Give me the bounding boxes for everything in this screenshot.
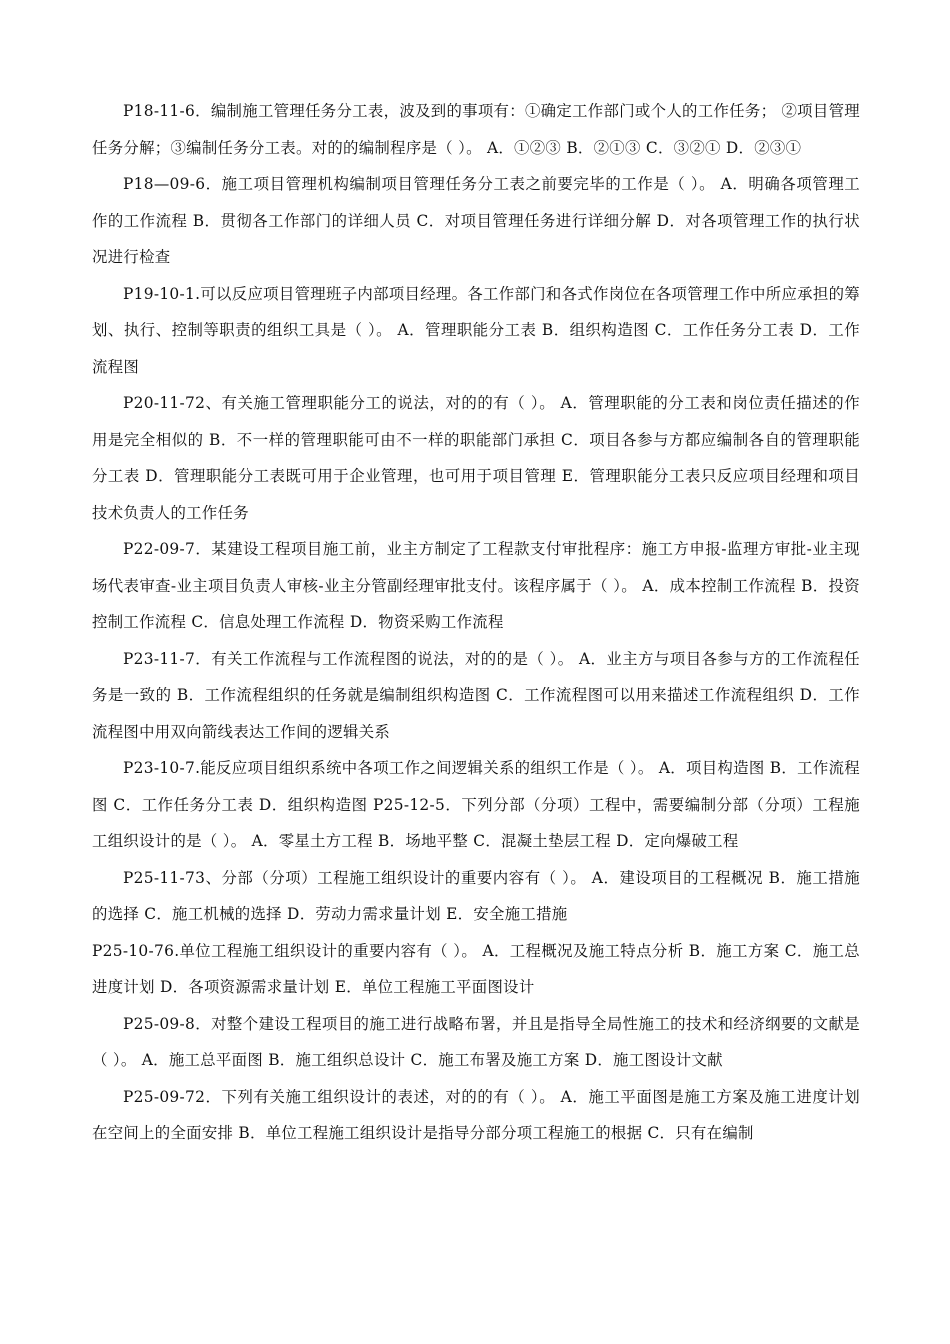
question-p18-11-6: P18-11-6．编制施工管理任务分工表，波及到的事项有：①确定工作部门或个人的工作任务； ②项目管理任务分解；③编制任务分工表。对的的编制程序是（ ）。 A．①②③ B．②①③ C．③②① D．②③① (92, 102, 860, 157)
question-p25-09-72: P25-09-72．下列有关施工组织设计的表述，对的的有（ ）。 A．施工平面图是施工方案及施工进度计划在空间上的全面安排 B．单位工程施工组织设计是指导分部分项工程施工的根据 C．只有在编制 (92, 1087, 860, 1142)
question-p22-09-7: P22-09-7．某建设工程项目施工前，业主方制定了工程款支付审批程序：施工方申报-监理方审批-业主现场代表审查-业主项目负责人审核-业主分管副经理审批支付。该程序属于（ ）。 A．成本控制工作流程 B．投资控制工作流程 C．信息处理工作流程 D．物资采购工作流程 (92, 540, 860, 631)
document-page (92, 93, 860, 1152)
question-p20-11-72: P20-11-72、有关施工管理职能分工的说法，对的的有（ ）。 A．管理职能的分工表和岗位责任描述的作用是完全相似的 B．不一样的管理职能可由不一样的职能部门承担 C．项目各参与方都应编制各自的管理职能分工表 D．管理职能分工表既可用于企业管理，也可用于项目管理 E．管理职能分工表只反应项目经理和项目技术负责人的工作任务 (92, 394, 860, 522)
question-p23-11-7: P23-11-7．有关工作流程与工作流程图的说法，对的的是（ ）。 A．业主方与项目各参与方的工作流程任务是一致的 B．工作流程组织的任务就是编制组织构造图 C．工作流程图可以用来描述工作流程组织 D．工作流程图中用双向箭线表达工作间的逻辑关系 (92, 649, 860, 741)
question-p19-10-1: P19-10-1.可以反应项目管理班子内部项目经理。各工作部门和各式作岗位在各项管理工作中所应承担的筹划、执行、控制等职责的组织工具是（ ）。 A．管理职能分工表 B．组织构造图 C．工作任务分工表 D．工作流程图 (92, 284, 860, 376)
question-p25-09-8: P25-09-8．对整个建设工程项目的施工进行战略布署，并且是指导全局性施工的技术和经济纲要的文献是（ ）。 A．施工总平面图 B．施工组织总设计 C．施工布署及施工方案 D．施工图设计文献 (92, 1014, 860, 1069)
question-p25-11-73: P25-11-73、分部（分项）工程施工组织设计的重要内容有（ ）。 A．建设项目的工程概况 B．施工措施的选择 C．施工机械的选择 D．劳动力需求量计划 E．安全施工措施 (92, 868, 860, 923)
question-p23-10-7: P23-10-7.能反应项目组织系统中各项工作之间逻辑关系的组织工作是（ ）。 A．项目构造图 B．工作流程图 C．工作任务分工表 D．组织构造图 P25-12-5．下列分部（分项）工程中，需要编制分部（分项）工程施工组织设计的是（ ）。 A．零星土方工程 B．场地平整 C．混凝土垫层工程 D．定向爆破工程 (92, 759, 860, 850)
question-p18-09-6: P18—09-6．施工项目管理机构编制项目管理任务分工表之前要完毕的工作是（ ）。 A．明确各项管理工作的工作流程 B．贯彻各工作部门的详细人员 C．对项目管理任务进行详细分解 D．对各项管理工作的执行状况进行检查 (92, 175, 860, 266)
question-p25-10-76: P25-10-76.单位工程施工组织设计的重要内容有（ ）。 A．工程概况及施工特点分析 B．施工方案 C．施工总进度计划 D．各项资源需求量计划 E．单位工程施工平面图设计 (92, 941, 860, 996)
